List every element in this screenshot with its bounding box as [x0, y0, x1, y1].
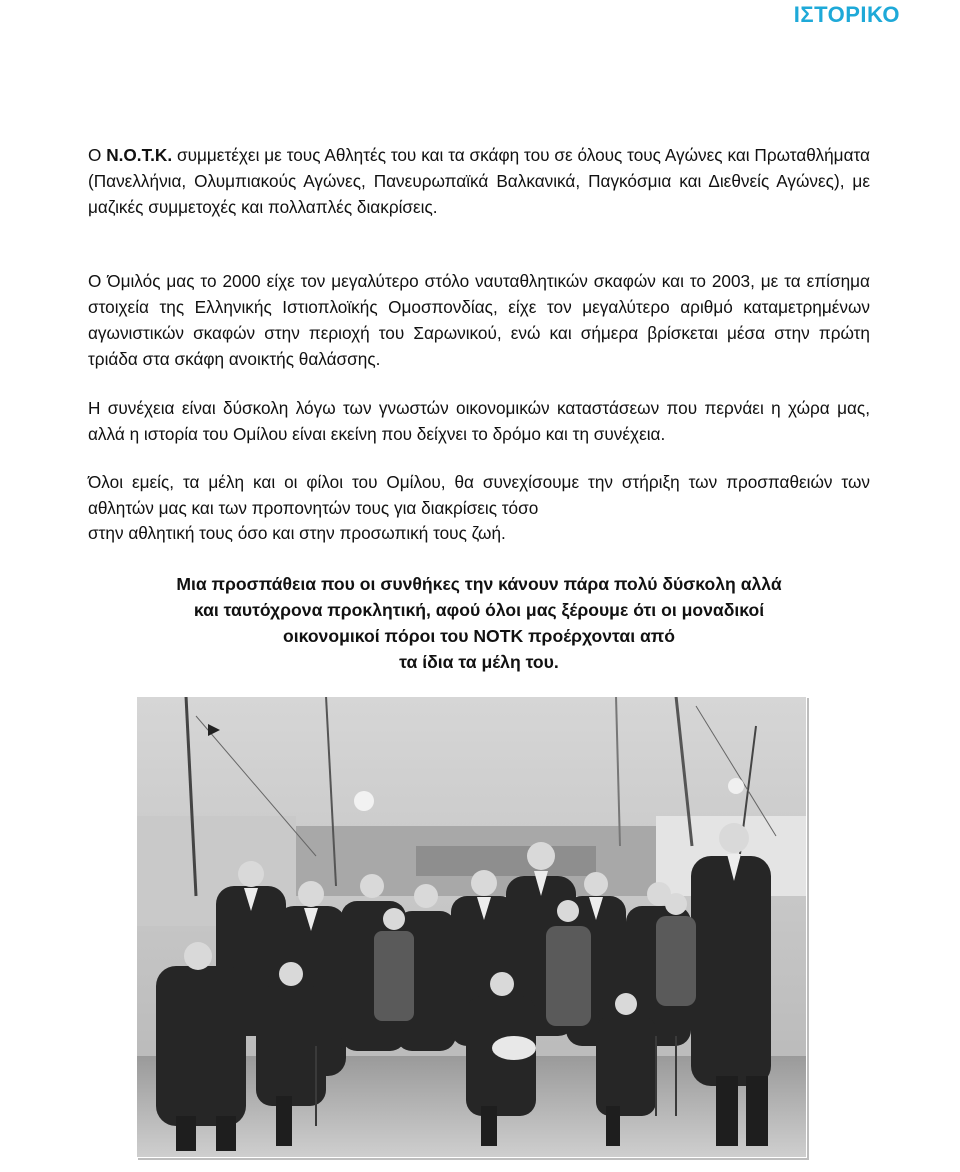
highlight-line: οικονομικοί πόροι του ΝΟΤΚ προέρχονται από — [282, 626, 676, 646]
highlight-line: τα ίδια τα μέλη του. — [399, 652, 559, 672]
support-paragraph-end: στην αθλητική τους όσο και στην προσωπική τους ζωή. — [88, 523, 506, 543]
highlight-line: και ταυτόχρονα προκλητική, αφού όλοι μας ξέρουμε ότι οι μοναδικοί — [193, 600, 765, 620]
group-photo — [136, 696, 807, 1158]
support-paragraph: Όλοι εμείς, τα μέλη και οι φίλοι του Ομίλου, θα συνεχίσουμε την στήριξη των προσπαθειών των αθλητών μας και των προπονητών τους για διακρίσεις τόσο — [88, 472, 870, 518]
continuity-paragraph: Η συνέχεια είναι δύσκολη λόγω των γνωστών οικονομικών καταστάσεων που περνάει η χώρα μας, αλλά η ιστορία του Ομίλου είναι εκείνη που δείχνει το δρόμο και τη συνέχεια. — [88, 398, 870, 444]
highlight-line: Μια προσπάθεια που οι συνθήκες την κάνουν πάρα πολύ δύσκολη αλλά — [176, 574, 782, 594]
intro-prefix: Ο — [88, 145, 107, 165]
page-title: ΙΣΤΟΡΙΚΟ — [793, 2, 900, 27]
club-acronym: N.O.T.K. — [106, 145, 173, 165]
intro-paragraph — [88, 142, 870, 220]
intro-text: συμμετέχει με τους Αθλητές του και τα σκάφη του σε όλους τους Αγώνες και Πρωταθλήματα (Πανελλήνια, Ολυμπιακούς Αγώνες, Πανευρωπαϊκά Βαλκανικά, Παγκόσμια και Διεθνείς Αγώνες), με μαζικές συμμετοχές και πολλαπλές διακρίσεις. — [88, 145, 870, 217]
highlight-statement — [88, 571, 870, 675]
fleet-paragraph: Ο Όμιλός μας το 2000 είχε τον μεγαλύτερο στόλο ναυταθλητικών σκαφών και το 2003, με τα επίσημα στοιχεία της Ελληνικής Ιστιοπλοϊκής Ομοσπονδίας, είχε τον μεγαλύτερο αριθμό καταμετρημένων αγωνιστικών σκαφών στην περιοχή του Σαρωνικού, ενώ και σήμερα βρίσκεται μέσα στην πρώτη τριάδα στα σκάφη ανοικτής θαλάσσης. — [88, 271, 870, 369]
